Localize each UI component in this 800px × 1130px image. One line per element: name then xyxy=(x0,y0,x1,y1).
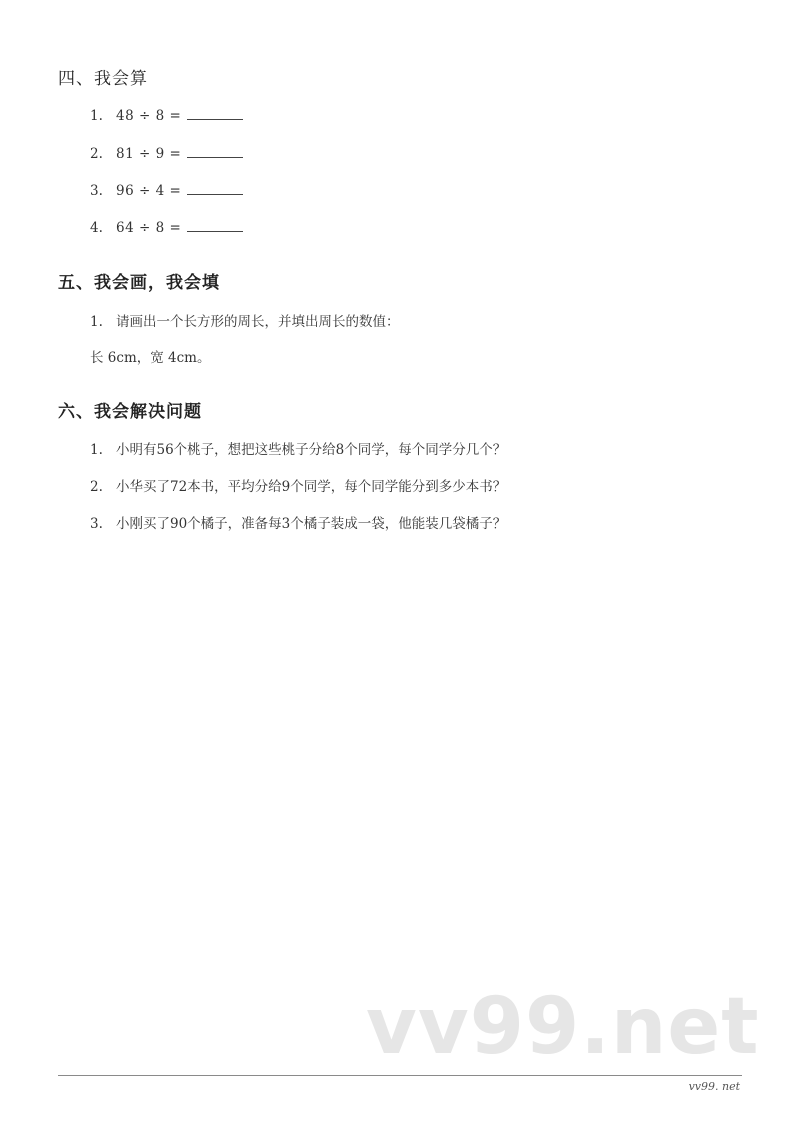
calc-item-1 xyxy=(90,107,243,124)
item-number: 1. xyxy=(90,108,103,124)
item-text: 小明有56个桃子，想把这些桃子分给8个同学，每个同学分几个？ xyxy=(116,442,507,458)
item-number: 1. xyxy=(90,314,103,330)
calc-expression: 48 ÷ 8 = xyxy=(116,108,182,124)
word-problem-2 xyxy=(90,475,506,495)
item-text: 小华买了72本书，平均分给9个同学，每个同学能分到多少本书？ xyxy=(116,479,507,495)
section-5-title: 五、我会画，我会填 xyxy=(58,273,220,293)
calc-item-3 xyxy=(90,182,243,199)
answer-blank xyxy=(187,145,243,158)
word-problem-1 xyxy=(90,438,506,458)
calc-item-4 xyxy=(90,219,243,236)
answer-blank xyxy=(187,219,243,232)
item-text: 小刚买了90个橘子，准备每3个橘子装成一袋，他能装几袋橘子？ xyxy=(116,516,507,532)
word-problem-3 xyxy=(90,512,506,532)
answer-blank xyxy=(187,182,243,195)
footer-site-label: vv99. net xyxy=(688,1080,740,1093)
calc-item-2 xyxy=(90,145,243,162)
item-number: 3. xyxy=(90,183,103,199)
calc-expression: 81 ÷ 9 = xyxy=(116,146,182,162)
item-number: 1. xyxy=(90,442,103,458)
item-number: 3. xyxy=(90,516,103,532)
calc-expression: 64 ÷ 8 = xyxy=(116,220,182,236)
item-text: 请画出一个长方形的周长，并填出周长的数值： xyxy=(116,314,400,330)
watermark: vv99.net xyxy=(366,982,760,1072)
answer-blank xyxy=(187,107,243,120)
section-4-title: 四、我会算 xyxy=(58,69,148,89)
item-number: 4. xyxy=(90,220,103,236)
item-number: 2. xyxy=(90,479,103,495)
item-number: 2. xyxy=(90,146,103,162)
section-6-title: 六、我会解决问题 xyxy=(58,402,202,422)
footer-divider xyxy=(58,1075,742,1076)
calc-expression: 96 ÷ 4 = xyxy=(116,183,182,199)
dimension-note: 长 6cm，宽 4cm。 xyxy=(90,350,211,366)
draw-item-1 xyxy=(90,310,400,330)
